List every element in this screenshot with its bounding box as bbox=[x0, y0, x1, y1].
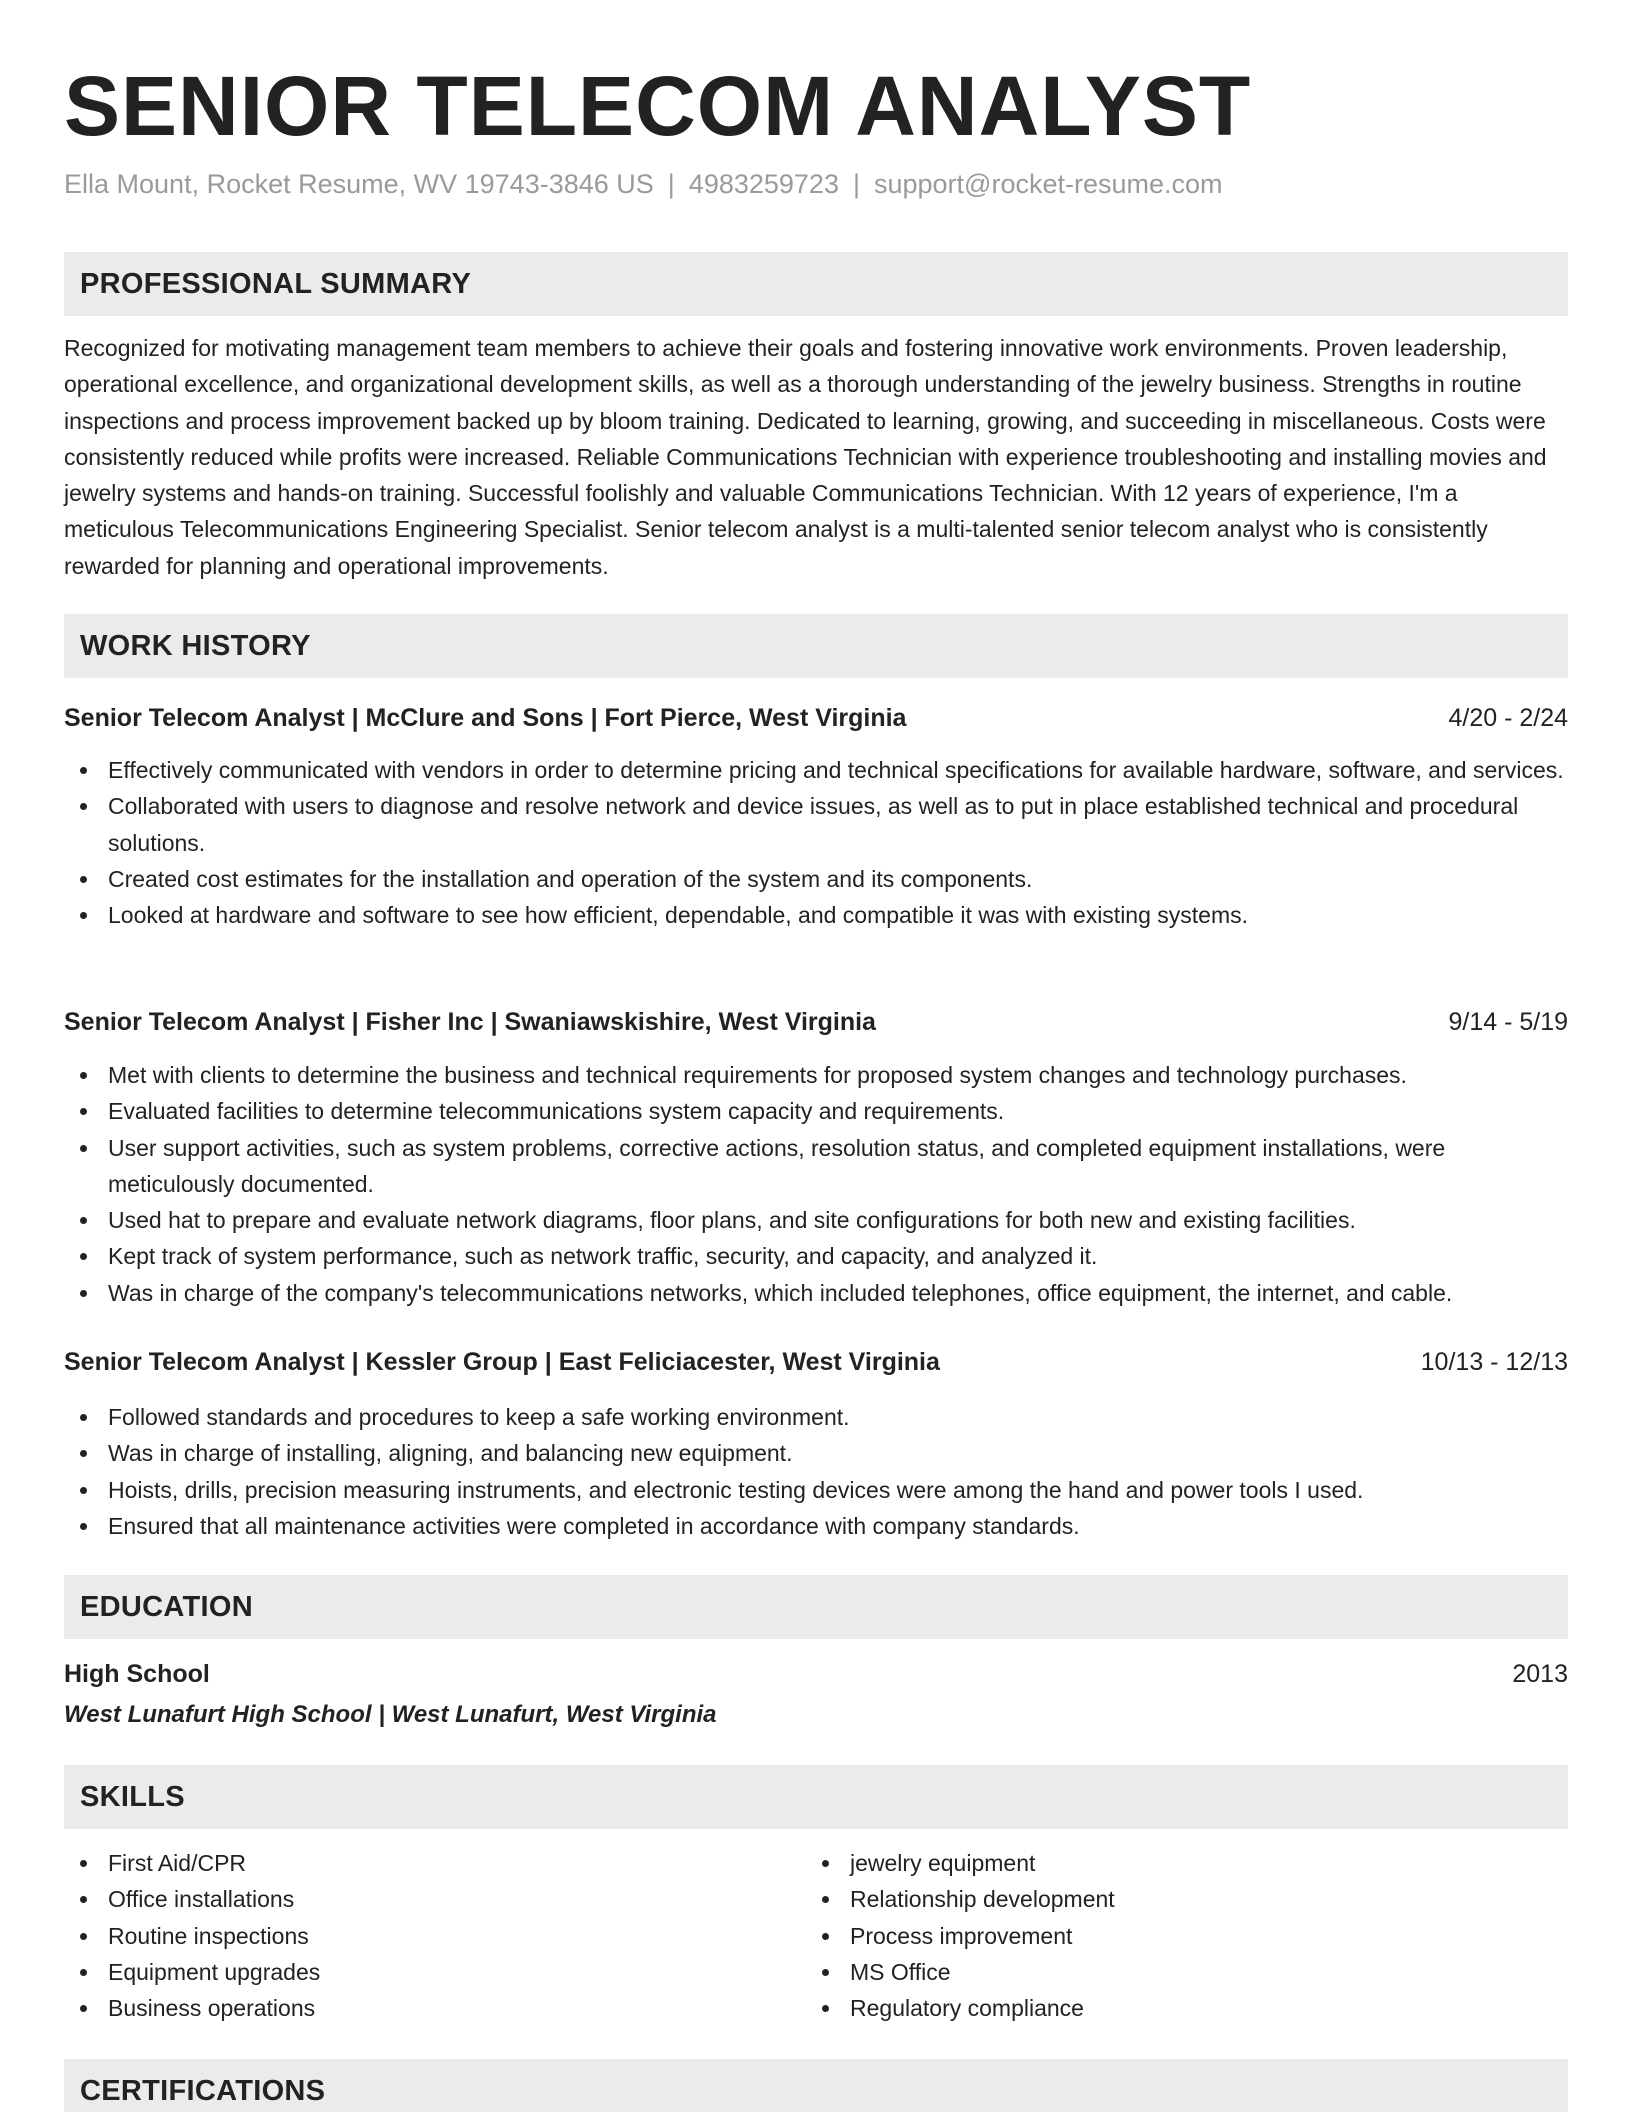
job-header bbox=[64, 700, 1568, 736]
contact-phone[interactable]: 4983259723 bbox=[688, 169, 839, 199]
list-item: User support activities, such as system problems, corrective actions, resolution status, and completed equipment installations, were meticulously documented. bbox=[64, 1130, 1568, 1203]
education-school: West Lunafurt High School | West Lunafurt, West Virginia bbox=[64, 1701, 717, 1728]
list-item: Regulatory compliance bbox=[806, 1990, 1632, 2026]
resume-title: SENIOR TELECOM ANALYST bbox=[64, 59, 1252, 153]
list-item: Evaluated facilities to determine telecommunications system capacity and requirements. bbox=[64, 1093, 1568, 1129]
list-item: Routine inspections bbox=[64, 1918, 1568, 1954]
section-heading: CERTIFICATIONS bbox=[80, 2075, 326, 2107]
list-item: MS Office bbox=[806, 1954, 1632, 1990]
job-dates: 9/14 - 5/19 bbox=[1448, 1008, 1568, 1036]
section-heading: PROFESSIONAL SUMMARY bbox=[80, 268, 472, 300]
job-title: Senior Telecom Analyst | McClure and Sons | Fort Pierce, West Virginia bbox=[64, 704, 907, 732]
list-item: Effectively communicated with vendors in order to determine pricing and technical specifications for available hardware, software, and services. bbox=[64, 752, 1568, 788]
contact-separator: | bbox=[667, 169, 675, 199]
list-item: Office installations bbox=[64, 1881, 1568, 1917]
job-dates: 4/20 - 2/24 bbox=[1448, 704, 1568, 732]
list-item: Looked at hardware and software to see how efficient, dependable, and compatible it was with existing systems. bbox=[64, 897, 1568, 933]
list-item: Relationship development bbox=[806, 1881, 1632, 1917]
job-dates: 10/13 - 12/13 bbox=[1420, 1348, 1568, 1376]
section-header-summary bbox=[64, 252, 1568, 316]
section-header-skills bbox=[64, 1765, 1568, 1829]
contact-email[interactable]: support@rocket-resume.com bbox=[873, 169, 1223, 199]
list-item: Kept track of system performance, such as network traffic, security, and capacity, and analyzed it. bbox=[64, 1238, 1568, 1274]
list-item: Followed standards and procedures to keep a safe working environment. bbox=[64, 1399, 1568, 1435]
contact-line bbox=[64, 166, 1223, 202]
education-degree: High School bbox=[64, 1660, 210, 1688]
contact-address: Ella Mount, Rocket Resume, WV 19743-3846 US bbox=[64, 169, 654, 199]
list-item: Hoists, drills, precision measuring instruments, and electronic testing devices were among the hand and power tools I used. bbox=[64, 1472, 1568, 1508]
job-bullets bbox=[64, 752, 1568, 933]
job-title: Senior Telecom Analyst | Fisher Inc | Swaniawskishire, West Virginia bbox=[64, 1008, 876, 1036]
summary-text: Recognized for motivating management team members to achieve their goals and fostering innovative work environments. Proven leadership, operational excellence, and organizational development skills, as well as a thorough understanding of the jewelry business. Strengths in routine inspections and process improvement backed up by bloom training. Dedicated to learning, growing, and succeeding in miscellaneous. Costs were consistently reduced while profits were increased. Reliable Communications Technician with experience troubleshooting and installing movies and jewelry systems and hands-on training. Successful foolishly and valuable Communications Technician. With 12 years of experience, I'm a meticulous Telecommunications Engineering Specialist. Senior telecom analyst is a multi-talented senior telecom analyst who is consistently rewarded for planning and operational improvements. bbox=[64, 335, 1547, 579]
section-header-certifications bbox=[64, 2059, 1568, 2112]
section-heading: WORK HISTORY bbox=[80, 630, 311, 662]
skills-list-right bbox=[806, 1845, 1632, 2026]
list-item: Was in charge of installing, aligning, and balancing new equipment. bbox=[64, 1435, 1568, 1471]
list-item: Business operations bbox=[64, 1990, 1568, 2026]
job-title: Senior Telecom Analyst | Kessler Group | East Feliciacester, West Virginia bbox=[64, 1348, 940, 1376]
job-header bbox=[64, 1344, 1568, 1380]
list-item: Was in charge of the company's telecommunications networks, which included telephones, office equipment, the internet, and cable. bbox=[64, 1275, 1568, 1311]
contact-separator: | bbox=[852, 169, 860, 199]
list-item: Collaborated with users to diagnose and resolve network and device issues, as well as to put in place established technical and procedural solutions. bbox=[64, 788, 1568, 861]
section-header-education bbox=[64, 1575, 1568, 1639]
job-header bbox=[64, 1004, 1568, 1040]
section-heading: SKILLS bbox=[80, 1781, 185, 1813]
list-item: Ensured that all maintenance activities were completed in accordance with company standards. bbox=[64, 1508, 1568, 1544]
list-item: Used hat to prepare and evaluate network diagrams, floor plans, and site configurations for both new and existing facilities. bbox=[64, 1202, 1568, 1238]
section-header-work-history bbox=[64, 614, 1568, 678]
list-item: Created cost estimates for the installation and operation of the system and its components. bbox=[64, 861, 1568, 897]
job-bullets bbox=[64, 1399, 1568, 1544]
list-item: jewelry equipment bbox=[806, 1845, 1632, 1881]
job-bullets bbox=[64, 1057, 1568, 1311]
section-heading: EDUCATION bbox=[80, 1591, 253, 1623]
list-item: Met with clients to determine the business and technical requirements for proposed system changes and technology purchases. bbox=[64, 1057, 1568, 1093]
list-item: Process improvement bbox=[806, 1918, 1632, 1954]
education-year: 2013 bbox=[1512, 1660, 1568, 1688]
list-item: First Aid/CPR bbox=[64, 1845, 1568, 1881]
list-item: Equipment upgrades bbox=[64, 1954, 1568, 1990]
